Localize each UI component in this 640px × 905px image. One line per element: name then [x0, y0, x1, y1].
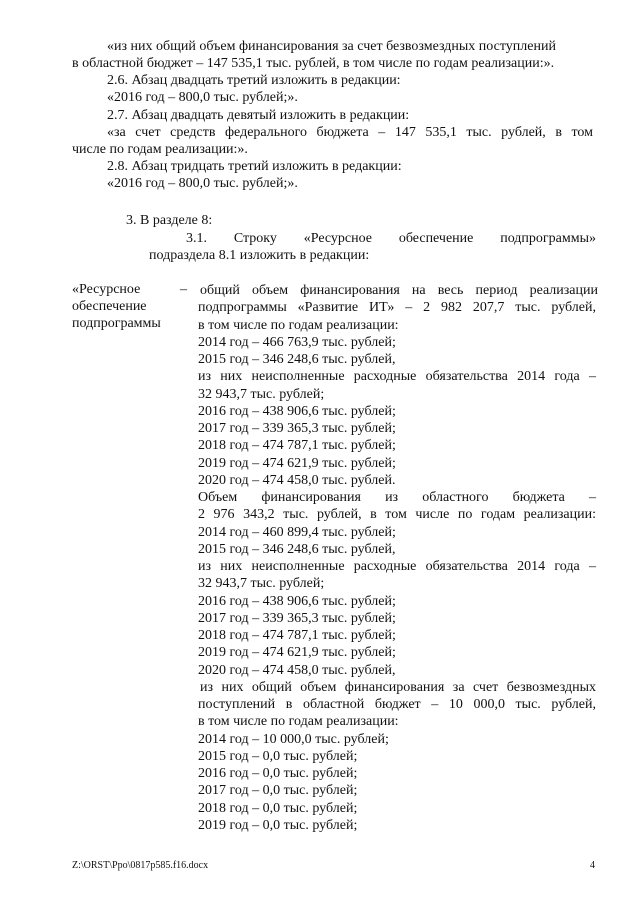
- paragraph-line: 2.7. Абзац двадцать девятый изложить в редакции:: [107, 108, 410, 123]
- row-label-line: обеспечение: [72, 299, 147, 315]
- page-number: 4: [590, 860, 595, 871]
- row-dash: –: [180, 282, 187, 297]
- row-content-line: 2016 год – 0,0 тыс. рублей;: [198, 766, 358, 781]
- row-content-line: в том числе по годам реализации:: [198, 714, 399, 730]
- section-heading: 3. В разделе 8:: [126, 213, 213, 228]
- row-content-line: 2017 год – 0,0 тыс. рублей;: [198, 783, 358, 799]
- row-content-line: 2018 год – 474 787,1 тыс. рублей;: [198, 628, 396, 643]
- footer-path: Z:\ORST\Ppo\0817p585.f16.docx: [72, 860, 209, 871]
- paragraph-line: «за счет средств федерального бюджета – 147 535,1 тыс. рублей, в том: [107, 125, 593, 140]
- row-content-line: 2015 год – 346 248,6 тыс. рублей,: [198, 352, 396, 367]
- row-content-line: 2014 год – 466 763,9 тыс. рублей;: [198, 334, 396, 350]
- row-content-line: 2018 год – 0,0 тыс. рублей;: [198, 800, 358, 816]
- row-content-line: в том числе по годам реализации:: [198, 317, 399, 333]
- paragraph-line: 2.6. Абзац двадцать третий изложить в редакции:: [107, 73, 401, 88]
- row-content-line: 2014 год – 10 000,0 тыс. рублей;: [198, 731, 389, 747]
- row-content-line: 2016 год – 438 906,6 тыс. рублей;: [198, 593, 396, 609]
- paragraph-line: 2.8. Абзац тридцать третий изложить в редакции:: [107, 159, 402, 174]
- row-content-line: 2017 год – 339 365,3 тыс. рублей;: [198, 421, 396, 436]
- paragraph-line: в областной бюджет – 147 535,1 тыс. рублей, в том числе по годам реализации:».: [72, 56, 555, 71]
- subsection-line: 3.1. Строку «Ресурсное обеспечение подпрограммы»: [186, 231, 596, 246]
- row-content-line: 2020 год – 474 458,0 тыс. рублей.: [198, 472, 396, 488]
- row-content-line: Объем финансирования из областного бюджета –: [198, 490, 596, 505]
- row-label-line: «Ресурсное: [72, 282, 141, 297]
- row-content-line: 2015 год – 0,0 тыс. рублей;: [198, 748, 358, 764]
- row-content-line: 2017 год – 339 365,3 тыс. рублей;: [198, 610, 396, 626]
- row-content-line: поступлений в областной бюджет – 10 000,0 тыс. рублей,: [198, 697, 596, 712]
- row-content-line: 2019 год – 474 621,9 тыс. рублей;: [198, 455, 396, 471]
- row-content-line: 2 976 343,2 тыс. рублей, в том числе по годам реализации:: [198, 507, 596, 523]
- paragraph-line: «2016 год – 800,0 тыс. рублей;».: [107, 90, 298, 105]
- row-content-line: 2018 год – 474 787,1 тыс. рублей;: [198, 438, 396, 454]
- row-content-line: из них неисполненные расходные обязательства 2014 года –: [198, 559, 596, 574]
- row-content-line: 2016 год – 438 906,6 тыс. рублей;: [198, 403, 396, 419]
- row-content-line: из них неисполненные расходные обязательства 2014 года –: [198, 369, 596, 385]
- paragraph-line: «из них общий объем финансирования за счет безвозмездных поступлений: [107, 39, 556, 54]
- row-content-line: из них общий объем финансирования за счет безвозмездных: [200, 679, 596, 695]
- row-label-line: подпрограммы: [72, 316, 161, 332]
- paragraph-line: числе по годам реализации:».: [72, 142, 248, 157]
- row-content-line: 2015 год – 346 248,6 тыс. рублей,: [198, 541, 396, 557]
- row-content-line: 2019 год – 474 621,9 тыс. рублей;: [198, 645, 396, 661]
- row-label: [72, 281, 172, 333]
- row-content-line: общий объем финансирования на весь период реализации: [200, 283, 598, 298]
- row-content-line: 2014 год – 460 899,4 тыс. рублей;: [198, 524, 396, 540]
- paragraph-line: «2016 год – 800,0 тыс. рублей;».: [107, 176, 298, 191]
- row-content-line: 32 943,7 тыс. рублей;: [198, 576, 325, 592]
- row-content-line: подпрограммы «Развитие ИТ» – 2 982 207,7 тыс. рублей,: [198, 300, 596, 316]
- row-content-line: 2020 год – 474 458,0 тыс. рублей,: [198, 662, 396, 678]
- subsection-line: подраздела 8.1 изложить в редакции:: [149, 248, 370, 263]
- row-content-line: 32 943,7 тыс. рублей;: [198, 386, 325, 402]
- row-content-line: 2019 год – 0,0 тыс. рублей;: [198, 817, 358, 833]
